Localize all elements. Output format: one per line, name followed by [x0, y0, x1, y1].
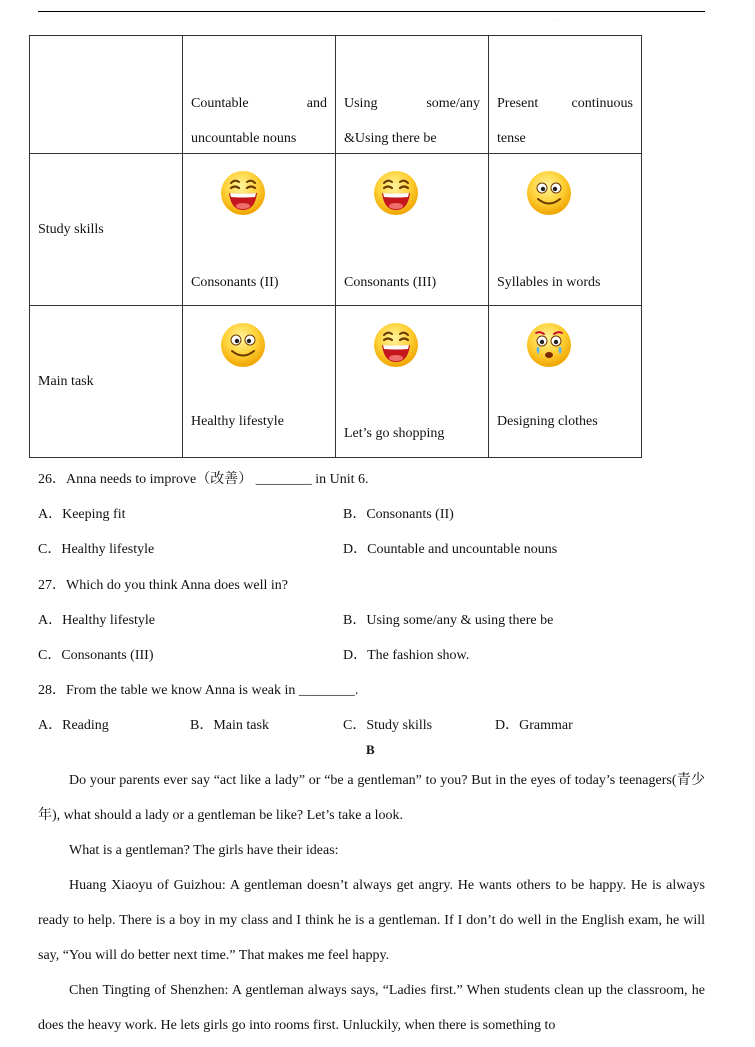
header-text: tense [497, 131, 526, 146]
header-text: Present continuous [497, 96, 633, 111]
header-rule [38, 11, 705, 12]
table-cell [183, 154, 336, 306]
table-header-cell [336, 36, 489, 154]
row-label-cell [30, 154, 183, 306]
cell-text: Consonants (II) [191, 275, 279, 290]
table-header-row [30, 36, 642, 154]
option-d[interactable]: D．The fashion show. [343, 648, 470, 663]
row-label: Study skills [38, 222, 104, 237]
paragraph-text: Chen Tingting of Shenzhen: A gentleman always says, “Ladies first.” When students clean up the classroom, he does the heavy work. He lets girls go into rooms first. Unluckily, when there is something to [38, 983, 705, 1033]
progress-table [29, 35, 642, 458]
table-cell [336, 306, 489, 458]
table-header-cell [489, 36, 642, 154]
option-c[interactable]: C．Study skills [343, 718, 433, 733]
table-corner-cell [30, 36, 183, 154]
laughing-face-icon [220, 170, 266, 216]
option-b[interactable]: B．Using some/any & using there be [343, 613, 554, 628]
header-text: Using some/any [344, 96, 480, 111]
option-d[interactable]: D．Grammar [495, 718, 573, 733]
cell-text: Syllables in words [497, 275, 601, 290]
row-label-cell [30, 306, 183, 458]
laughing-face-icon [373, 322, 419, 368]
decorative-dot: . [554, 16, 556, 22]
option-a[interactable]: A．Healthy lifestyle [38, 613, 156, 628]
option-c[interactable]: C．Healthy lifestyle [38, 542, 155, 557]
option-a[interactable]: A．Reading [38, 718, 109, 733]
passage-paragraph [38, 973, 705, 1043]
section-label: B [366, 742, 375, 757]
smiling-face-icon [220, 322, 266, 368]
table-cell [336, 154, 489, 306]
cell-text: Let’s go shopping [344, 426, 445, 441]
question-stem: 26．Anna needs to improve（改善） ________ in Unit 6. [38, 472, 369, 487]
smiling-face-icon [526, 170, 572, 216]
passage-paragraph [38, 833, 705, 868]
table-cell [183, 306, 336, 458]
table-cell [489, 154, 642, 306]
row-label: Main task [38, 374, 94, 389]
option-c[interactable]: C．Consonants (III) [38, 648, 154, 663]
option-b[interactable]: B．Main task [190, 718, 269, 733]
paragraph-text: What is a gentleman? The girls have their ideas: [69, 843, 339, 858]
option-a[interactable]: A．Keeping fit [38, 507, 126, 522]
cell-text: Healthy lifestyle [191, 414, 284, 429]
laughing-face-icon [373, 170, 419, 216]
crying-face-icon [526, 322, 572, 368]
question-stem: 28．From the table we know Anna is weak in ________. [38, 683, 359, 698]
header-text: &Using there be [344, 131, 437, 146]
option-b[interactable]: B．Consonants (II) [343, 507, 454, 522]
table-cell [489, 306, 642, 458]
option-d[interactable]: D．Countable and uncountable nouns [343, 542, 558, 557]
table-row [30, 306, 642, 458]
header-text: uncountable nouns [191, 131, 297, 146]
passage-paragraph [38, 868, 705, 973]
cell-text: Designing clothes [497, 414, 598, 429]
paragraph-text: Huang Xiaoyu of Guizhou: A gentleman doesn’t always get angry. He wants others to be happy. He is always ready to help. There is a boy in my class and I think he is a gentleman. If I don’t do well in the English exam, he will say, “You will do better next time.” That makes me feel happy. [38, 878, 705, 963]
passage-paragraph [38, 763, 705, 833]
question-stem: 27．Which do you think Anna does well in? [38, 578, 289, 593]
table-header-cell [183, 36, 336, 154]
paragraph-text: Do your parents ever say “act like a lady” or “be a gentleman” to you? But in the eyes of today’s teenagers(青少年), what should a lady or a gentleman be like? Let’s take a look. [38, 773, 705, 823]
cell-text: Consonants (III) [344, 275, 437, 290]
table-row [30, 154, 642, 306]
header-text: Countable and [191, 96, 327, 111]
